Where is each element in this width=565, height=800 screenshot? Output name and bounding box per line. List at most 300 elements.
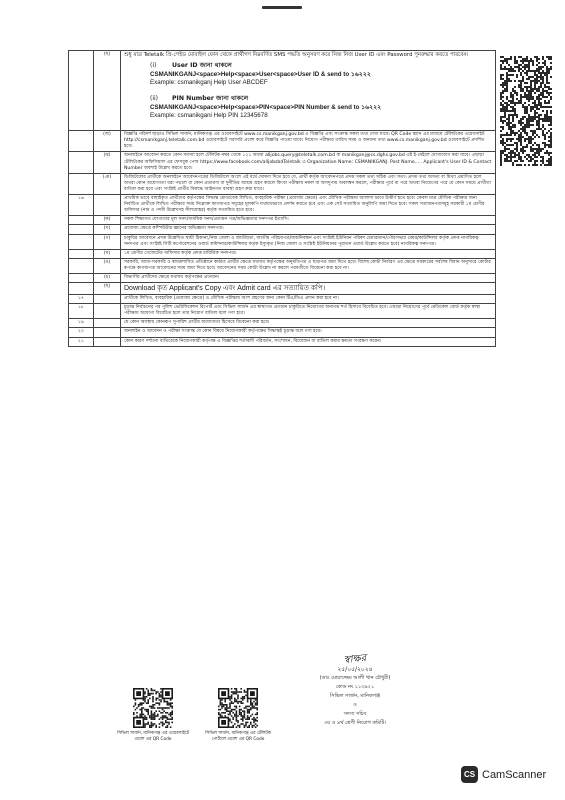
qr-module: [544, 60, 546, 62]
qr-module: [518, 134, 520, 136]
qr-module: [534, 114, 536, 116]
qr-module: [518, 140, 520, 142]
qr-module: [256, 701, 258, 703]
qr-module: [512, 150, 514, 152]
qr-module: [546, 72, 548, 74]
qr-module: [526, 126, 528, 128]
qr-module: [534, 148, 536, 150]
qr-module: [550, 76, 552, 78]
qr-module: [536, 68, 538, 70]
qr-module: [536, 82, 538, 84]
qr-module: [512, 126, 514, 128]
qr-module: [544, 164, 546, 166]
qr-module: [223, 704, 225, 706]
row-sub-label: [94, 328, 121, 337]
qr-module: [546, 92, 548, 94]
qr-module: [500, 162, 502, 164]
qr-module: [143, 699, 145, 701]
qr-module: [165, 701, 167, 703]
row-text-content: অনলাইনে আবেদন করতে কোন সমস্যা হলে টেলিটক নম্বর থেকে ১২১ অথবা alljobs.query@teletalk.com.bd বা manikganj@cs.dghs.gov.bd এই ই-মেইলে যোগাযোগ করা যাবে। এছাড়া টেলিটকের অফিসিয়াল এর ফেসবুক পেজ https://www.facebook.com/alljobsbdTeletalk এ Organization Name: CSMANIKGANJ. Post Name..... Applicant's User ID & Contact Number অবশ্যই উল্লেখ করতে হবে।: [124, 153, 492, 171]
qr-module: [548, 88, 550, 90]
qr-module: [528, 122, 530, 124]
qr-module: [168, 714, 170, 716]
qr-module: [524, 72, 526, 74]
qr-module: [236, 707, 238, 709]
qr-module: [221, 707, 223, 709]
qr-module: [550, 152, 552, 154]
qr-module: [240, 723, 242, 725]
qr-module: [250, 722, 252, 724]
qr-module: [510, 154, 512, 156]
qr-module: [536, 124, 538, 126]
qr-module: [540, 94, 542, 96]
qr-module: [540, 148, 542, 150]
qr-module: [247, 722, 249, 724]
qr-module: [506, 154, 508, 156]
qr-module: [160, 717, 162, 719]
qr-module: [522, 146, 524, 148]
qr-module: [538, 120, 540, 122]
qr-module: [544, 74, 546, 76]
qr-module: [526, 138, 528, 140]
qr-module: [550, 112, 552, 114]
qr-module: [247, 712, 249, 714]
qr-module: [536, 64, 538, 66]
qr-module: [508, 64, 510, 66]
qr-module: [538, 152, 540, 154]
qr-module: [540, 72, 542, 74]
qr-module: [528, 120, 530, 122]
qr-module: [508, 126, 510, 128]
qr-module: [133, 714, 135, 716]
qr-module: [550, 116, 552, 118]
qr-module: [502, 78, 504, 80]
top-mark: [262, 6, 302, 9]
qr-module: [162, 712, 164, 714]
user-id-sms-format: CSMANIKGANJ<space>Help<space>User<space>User ID & send to ১৬২২২: [150, 71, 371, 79]
row-number: [69, 173, 94, 194]
qr-module: [155, 715, 157, 717]
qr-module: [548, 118, 550, 120]
qr-module: [239, 710, 241, 712]
qr-module: [512, 68, 514, 70]
qr-module: [534, 86, 536, 88]
qr-module: [152, 696, 154, 698]
qr-module: [250, 707, 252, 709]
qr-module: [250, 702, 252, 704]
qr-module: [170, 706, 172, 708]
qr-module: [530, 108, 532, 110]
qr-module: [542, 76, 544, 78]
qr-module: [510, 128, 512, 130]
qr-module: [224, 709, 226, 711]
qr-module: [508, 134, 510, 136]
qr-module: [524, 138, 526, 140]
qr-module: [160, 696, 162, 698]
qr-module: [245, 706, 247, 708]
qr-module: [550, 62, 552, 64]
qr-module: [510, 70, 512, 72]
qr-module: [152, 698, 154, 700]
qr-module: [163, 710, 165, 712]
qr-module: [532, 64, 534, 66]
qr-module: [244, 726, 246, 728]
qr-module: [234, 693, 236, 695]
qr-module: [530, 138, 532, 140]
qr-module: [540, 128, 542, 130]
camscanner-name: CamScanner: [482, 768, 547, 781]
qr-module: [522, 60, 524, 62]
qr-module: [522, 66, 524, 68]
qr-module: [550, 122, 552, 124]
qr-module: [544, 86, 546, 88]
qr-module: [530, 118, 532, 120]
qr-module: [548, 162, 550, 164]
qr-module: [516, 164, 518, 166]
qr-module: [512, 130, 514, 132]
qr-module: [550, 88, 552, 90]
qr-module: [160, 722, 162, 724]
qr-module: [546, 164, 548, 166]
qr-module: [139, 709, 141, 711]
qr-code-teletalk[interactable]: [218, 688, 258, 728]
qr-module: [542, 148, 544, 150]
qr-module: [141, 714, 143, 716]
qr-module: [256, 717, 258, 719]
qr-module: [159, 723, 161, 725]
qr-module: [229, 706, 231, 708]
table-row: [69, 283, 496, 295]
qr-module: [239, 725, 241, 727]
qr-module: [510, 56, 512, 58]
sms-intro: শুধু মাত্র Teletalk প্রি-পেইড মোবাইল ফোন থেকে প্রার্থীগণ নিম্নবর্ণিত SMS পদ্ধতি অনুসরণ করে নিজ নিজ User ID এবং Password পুনরুদ্ধার করতে পারবেন।: [124, 52, 469, 58]
qr-module: [514, 70, 516, 72]
qr-module: [536, 148, 538, 150]
qr-module: [223, 706, 225, 708]
qr-module: [516, 98, 518, 100]
qr-module: [536, 112, 538, 114]
qr-module: [548, 70, 550, 72]
qr-module: [550, 158, 552, 160]
row-text-content: ১ম শ্রেণীর গেজেটেড অফিসার কর্তৃক প্রদত্ত চারিত্রিক সনদপত্র।: [124, 250, 237, 256]
qr-module: [522, 70, 524, 72]
qr-module: [538, 58, 540, 60]
qr-module: [522, 152, 524, 154]
qr-module: [508, 100, 510, 102]
qr-module: [546, 152, 548, 154]
row-sub-label: (ছ): [94, 51, 121, 131]
qr-module: [500, 118, 502, 120]
qr-module: [532, 88, 534, 90]
qr-module: [520, 60, 522, 62]
qr-module: [508, 120, 510, 122]
qr-finder: [221, 720, 226, 725]
qr-module: [510, 126, 512, 128]
qr-module: [544, 72, 546, 74]
qr-module: [504, 68, 506, 70]
qr-module: [526, 66, 528, 68]
qr-module: [536, 104, 538, 106]
qr-module: [139, 714, 141, 716]
qr-module: [152, 714, 154, 716]
qr-module: [526, 132, 528, 134]
qr-module: [536, 144, 538, 146]
qr-module: [237, 720, 239, 722]
qr-module: [532, 124, 534, 126]
qr-module: [133, 706, 135, 708]
qr-module: [240, 691, 242, 693]
qr-module: [256, 709, 258, 711]
qr-module: [540, 98, 542, 100]
qr-module: [528, 100, 530, 102]
qr-module: [536, 60, 538, 62]
qr-module: [534, 104, 536, 106]
qr-module: [149, 693, 151, 695]
qr-module: [160, 694, 162, 696]
qr-module: [170, 714, 172, 716]
qr-module: [534, 116, 536, 118]
qr-module: [252, 704, 254, 706]
qr-module: [514, 60, 516, 62]
qr-module: [536, 160, 538, 162]
qr-module: [147, 701, 149, 703]
qr-module: [506, 96, 508, 98]
qr-module: [518, 154, 520, 156]
qr-module: [248, 717, 250, 719]
qr-module: [167, 725, 169, 727]
qr-module: [504, 114, 506, 116]
camscanner-watermark: [461, 766, 546, 783]
qr-module: [512, 138, 514, 140]
qr-module: [149, 726, 151, 728]
qr-module: [256, 725, 258, 727]
qr-module: [526, 134, 528, 136]
qr-module: [162, 718, 164, 720]
row-number: ১৬: [69, 195, 94, 216]
qr-module: [508, 118, 510, 120]
qr-module: [540, 102, 542, 104]
qr-module: [146, 717, 148, 719]
row-sub-label: (ছ): [94, 283, 121, 295]
qr-module: [252, 714, 254, 716]
qr-module: [530, 116, 532, 118]
qr-module: [546, 70, 548, 72]
qr-module: [528, 68, 530, 70]
qr-module: [163, 707, 165, 709]
qr-module: [524, 64, 526, 66]
qr-module: [500, 78, 502, 80]
qr-module: [151, 706, 153, 708]
qr-module: [157, 702, 159, 704]
qr-module: [244, 725, 246, 727]
qr-module: [542, 90, 544, 92]
qr-module: [157, 714, 159, 716]
qr-module: [149, 698, 151, 700]
qr-module: [518, 100, 520, 102]
qr-module: [530, 90, 532, 92]
qr-module: [510, 106, 512, 108]
row-sub-label: (ঝ): [94, 152, 121, 173]
qr-module: [171, 707, 173, 709]
qr-module: [141, 715, 143, 717]
qr-module: [544, 138, 546, 140]
qr-module: [245, 722, 247, 724]
qr-module: [526, 70, 528, 72]
qr-module: [167, 704, 169, 706]
qr-module: [536, 106, 538, 108]
qr-module: [224, 715, 226, 717]
qr-module: [229, 699, 231, 701]
qr-module: [544, 114, 546, 116]
qr-module: [546, 56, 548, 58]
qr-module: [144, 718, 146, 720]
qr-module: [550, 118, 552, 120]
pin-number-sms-format: CSMANIKGANJ<space>Help<space>PIN<space>PIN Number & send to ১৬২২২: [150, 104, 382, 112]
qr-module: [168, 702, 170, 704]
qr-module: [522, 58, 524, 60]
qr-module: [239, 726, 241, 728]
qr-module: [218, 709, 220, 711]
qr-module: [506, 76, 508, 78]
qr-module: [520, 118, 522, 120]
row-text-content: বিজ্ঞপ্তি পরিদর্শ ছাড়াও সিভিল সার্জন, মানিকগঞ্জ এর ওয়েবসাইটে www.cs.manikganj.gov.bd এ বিজ্ঞপ্তি এবং সংক্রান্ত সকল তথ্য দেখা যাবে। QR Code স্ক্যান এর মাধ্যমে টেলিটকের ওয়েবসাইট http://csmanikganj.teletalk.com.bd ওয়েবসাইটে সরাসরি প্রবেশ করে বিজ্ঞপ্তি পাওয়া যাবে। নিয়োগ পরীক্ষার তারিখ সময় ও অন্যান্য তথ্য www.cs.manikganj.gov.bd ওয়েবসাইটে প্রদর্শিত হবে।: [124, 132, 485, 150]
qr-module: [165, 722, 167, 724]
qr-module: [510, 158, 512, 160]
qr-module: [508, 144, 510, 146]
pin-number-heading: [150, 96, 492, 103]
qr-module: [534, 152, 536, 154]
qr-module: [540, 150, 542, 152]
table-row: [69, 225, 496, 234]
qr-module: [544, 142, 546, 144]
qr-module: [506, 148, 508, 150]
qr-module: [159, 718, 161, 720]
qr-module: [506, 118, 508, 120]
qr-module: [538, 154, 540, 156]
qr-module: [504, 82, 506, 84]
qr-module: [532, 106, 534, 108]
qr-module: [524, 82, 526, 84]
row-text: [121, 51, 496, 131]
qr-module: [228, 707, 230, 709]
signature-scrawl: স্বাক্ষর: [343, 652, 367, 667]
qr-module: [520, 100, 522, 102]
qr-module: [171, 712, 173, 714]
qr-module: [518, 68, 520, 70]
pin-number-title: PIN Number জানা থাকলে: [172, 95, 249, 103]
qr-module: [237, 691, 239, 693]
qr-module: [510, 114, 512, 116]
qr-module: [548, 146, 550, 148]
qr-module: [542, 130, 544, 132]
qr-module: [162, 717, 164, 719]
qr-module: [516, 62, 518, 64]
qr-module: [546, 144, 548, 146]
qr-module: [165, 720, 167, 722]
qr-module: [550, 164, 552, 166]
qr-module: [154, 704, 156, 706]
qr-module: [526, 120, 528, 122]
qr-module: [532, 98, 534, 100]
qr-module: [516, 150, 518, 152]
qr-module: [502, 68, 504, 70]
qr-module: [151, 723, 153, 725]
qr-module: [149, 715, 151, 717]
qr-module: [538, 114, 540, 116]
qr-module: [159, 696, 161, 698]
qr-module: [528, 94, 530, 96]
qr-module: [506, 158, 508, 160]
row-number: ১৭: [69, 295, 94, 304]
qr-module: [544, 84, 546, 86]
qr-module: [540, 106, 542, 108]
qr-module: [532, 158, 534, 160]
qr-module: [516, 132, 518, 134]
qr-module: [542, 94, 544, 96]
row-text: [121, 234, 496, 249]
qr-module: [508, 104, 510, 106]
qr-module: [242, 720, 244, 722]
qr-module: [514, 124, 516, 126]
qr-module: [542, 124, 544, 126]
qr-module: [244, 707, 246, 709]
qr-module: [518, 122, 520, 124]
qr-module: [538, 118, 540, 120]
qr-module: [242, 696, 244, 698]
row-sub-label: (খ): [94, 225, 121, 234]
conditions-table: [68, 50, 496, 347]
qr-module: [548, 136, 550, 138]
qr-module: [502, 128, 504, 130]
qr-module: [520, 134, 522, 136]
qr-module: [526, 94, 528, 96]
qr-module: [220, 709, 222, 711]
qr-module: [520, 128, 522, 130]
user-id-title: User ID জানা থাকলে: [172, 62, 232, 69]
qr-module: [514, 160, 516, 162]
row-number: [69, 283, 94, 295]
qr-module: [229, 702, 231, 704]
qr-module: [546, 150, 548, 152]
qr-module: [133, 712, 135, 714]
qr-module: [544, 100, 546, 102]
qr-code-website[interactable]: [133, 688, 173, 728]
qr-module: [550, 142, 552, 144]
qr-module: [218, 714, 220, 716]
qr-module: [536, 78, 538, 80]
qr-module: [532, 96, 534, 98]
qr-module: [532, 150, 534, 152]
qr-module: [138, 706, 140, 708]
qr-module: [524, 106, 526, 108]
qr-module: [538, 96, 540, 98]
qr-module: [518, 156, 520, 158]
qr-module: [526, 110, 528, 112]
qr-module: [170, 704, 172, 706]
qr-module: [526, 124, 528, 126]
row-text: [121, 216, 496, 225]
qr-module: [151, 710, 153, 712]
qr-module: [522, 76, 524, 78]
qr-module: [532, 102, 534, 104]
qr-module: [167, 702, 169, 704]
qr-module: [512, 116, 514, 118]
qr-module: [522, 122, 524, 124]
qr-module: [546, 86, 548, 88]
qr-module: [504, 150, 506, 152]
qr-module: [149, 717, 151, 719]
qr-module: [504, 66, 506, 68]
